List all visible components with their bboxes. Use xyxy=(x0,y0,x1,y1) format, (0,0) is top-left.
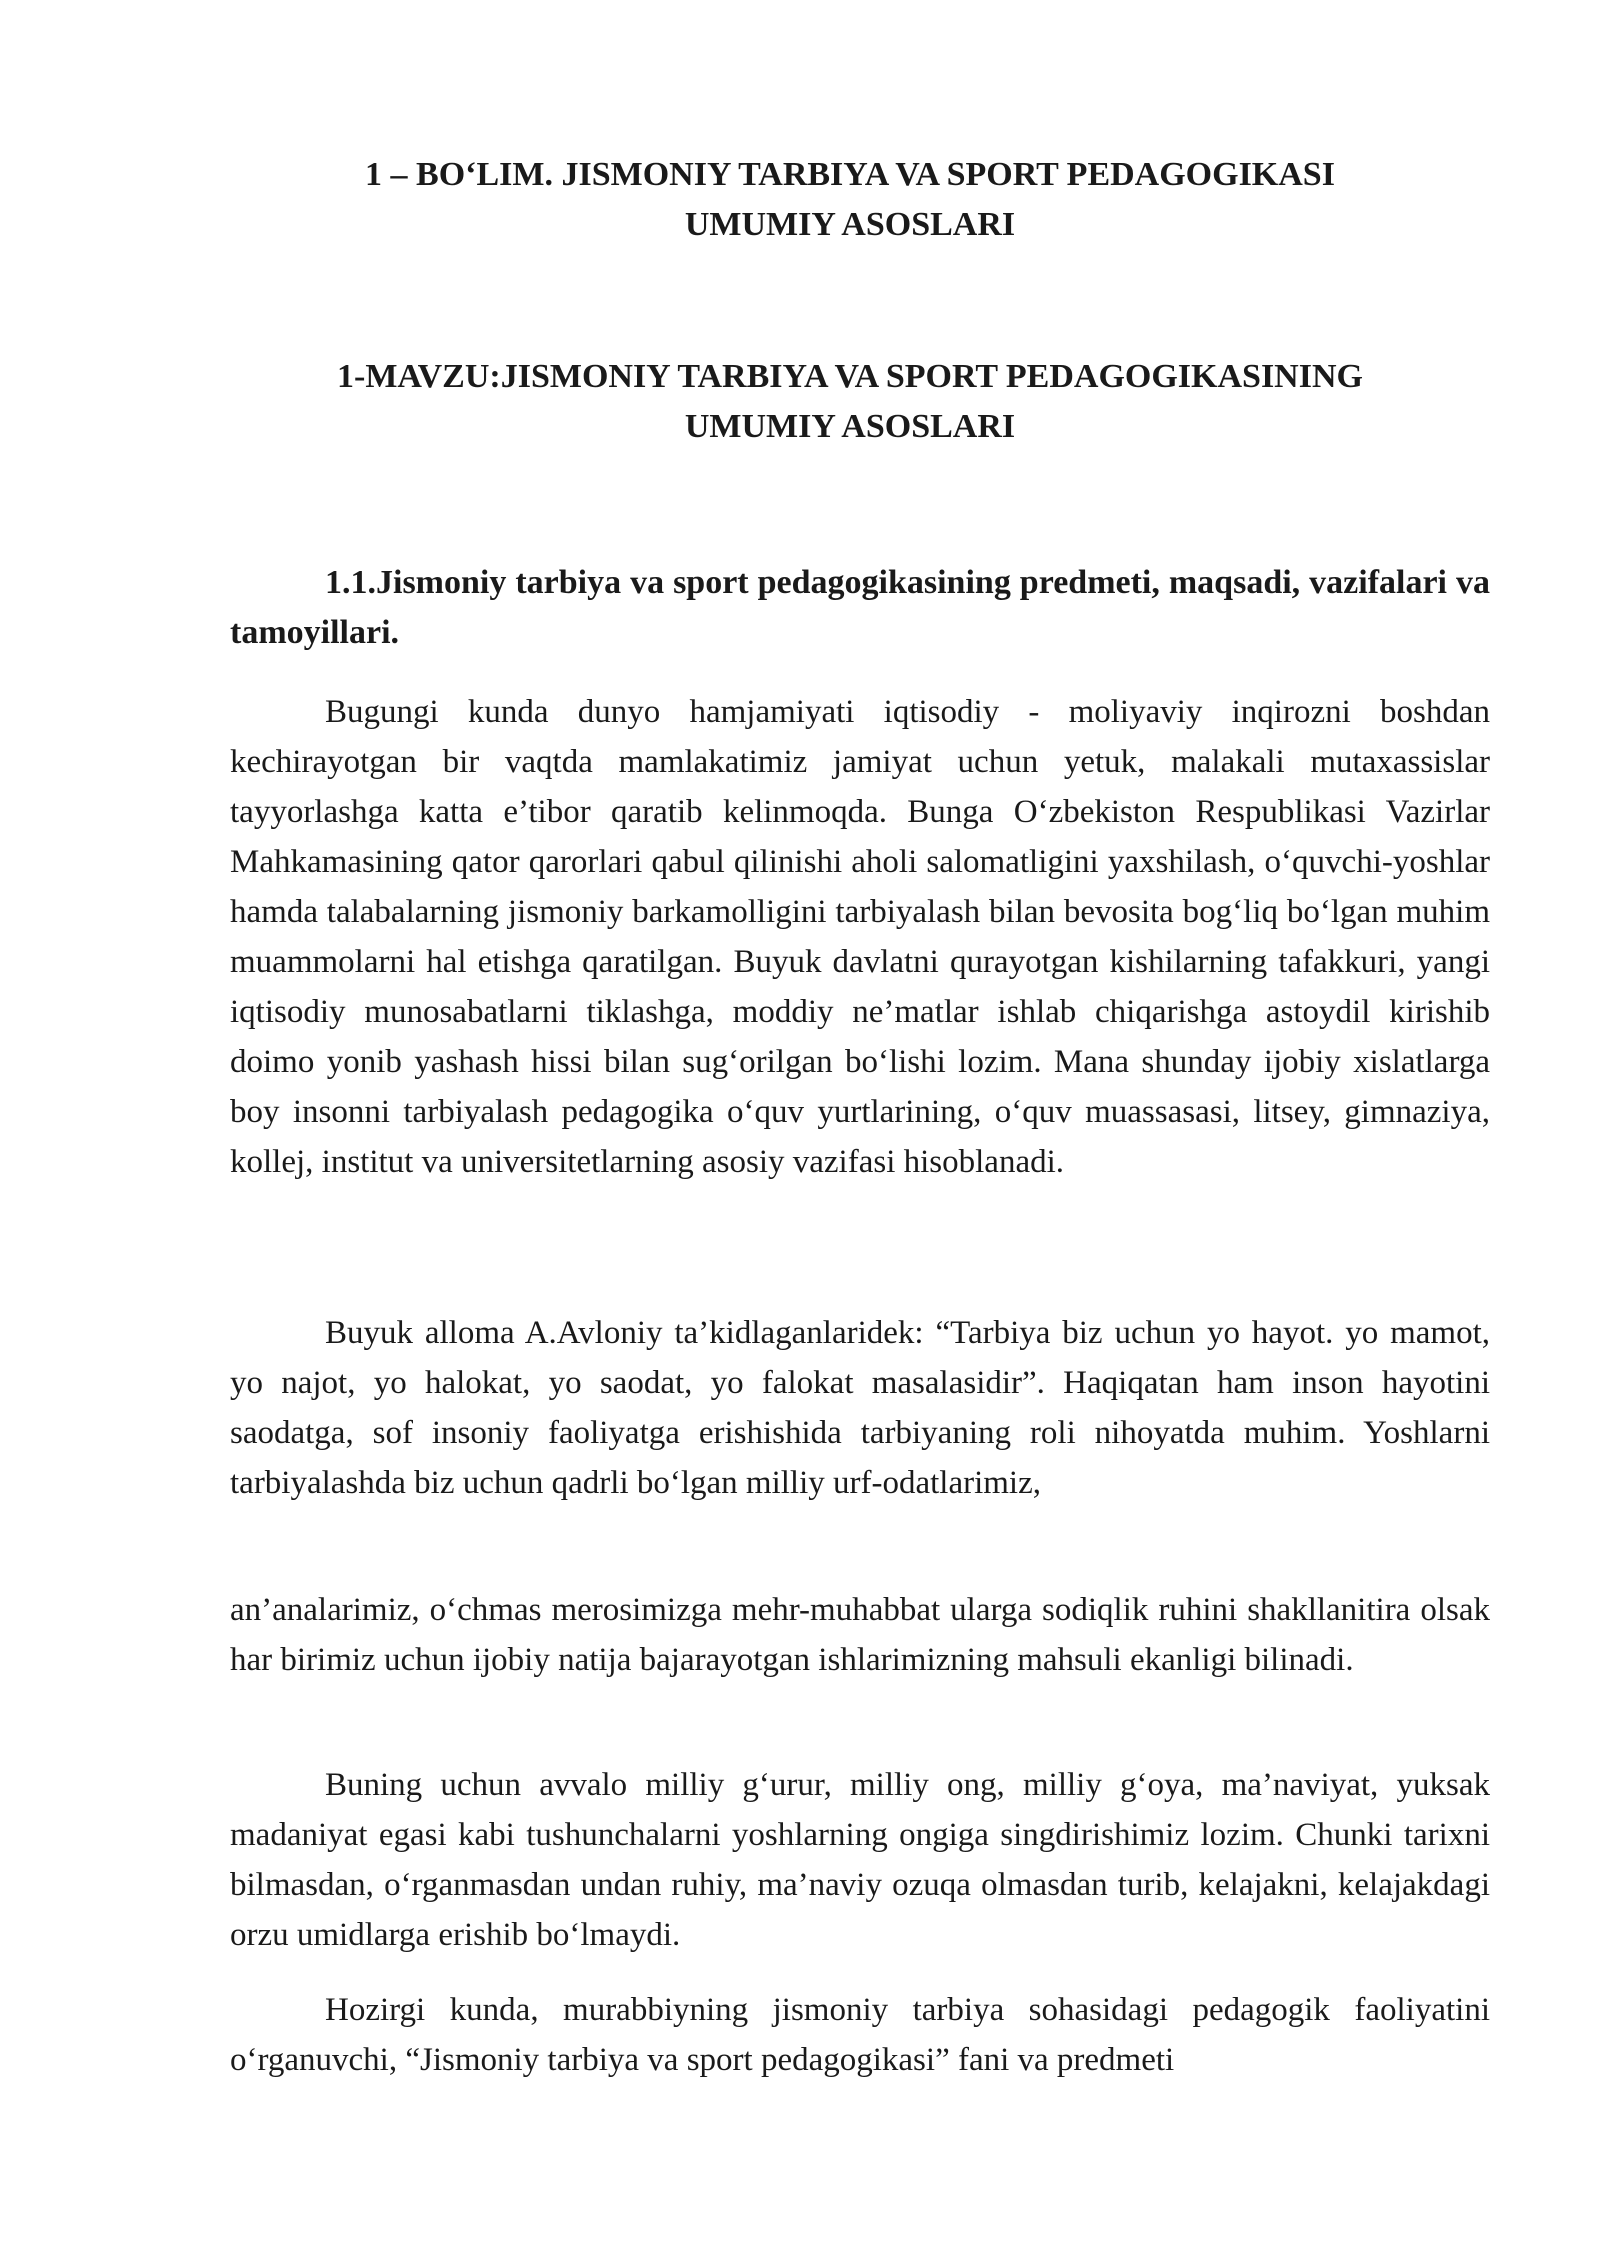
topic-title-line-2: UMUMIY ASOSLARI xyxy=(684,408,1016,445)
part-title-line-2: UMUMIY ASOSLARI xyxy=(684,206,1016,243)
section-title: 1.1.Jismoniy tarbiya va sport pedagogikasining predmeti, maqsadi, vazifalari va tamoyillari. xyxy=(230,564,1490,651)
paragraph: Buyuk alloma A.Avloniy ta’kidlaganlaridek: “Tarbiya biz uchun yo hayot. yo mamot, yo najot, yo halokat, yo saodat, yo falokat masalasidir”. Haqiqatan ham inson hayotini saodatga, sof insoniy faoliyatga erishishida tarbiyaning roli nihoyatda muhim. Yoshlarni tarbiyalashda biz uchun qadrli bo‘lgan milliy urf-odatlarimiz, xyxy=(230,1315,1490,1501)
paragraph: Bugungi kunda dunyo hamjamiyati iqtisodiy - moliyaviy inqirozni boshdan kechirayotgan bir vaqtda mamlakatimiz jamiyat uchun yetuk, malakali mutaxassislar tayyorlashga katta e’tibor qaratib kelinmoqda. Bunga O‘zbekiston Respublikasi Vazirlar Mahkamasining qator qarorlari qabul qilinishi aholi salomatligini yaxshilash, o‘quvchi-yoshlar hamda talabalarning jismoniy barkamolligini tarbiyalash bilan bevosita bog‘liq bo‘lgan muhim muammolarni hal etishga qaratilgan. Buyuk davlatni qurayotgan kishilarning tafakkuri, yangi iqtisodiy munosabatlarni tiklashga, moddiy ne’matlar ishlab chiqarishga astoydil kirishib doimo yonib yashash hissi bilan sug‘orilgan bo‘lishi lozim. Mana shunday ijobiy xislatlarga boy insonni tarbiyalash pedagogika o‘quv yurtlarining, o‘quv muassasasi, litsey, gimnaziya, kollej, institut va universitetlarning asosiy vazifasi hisoblanadi. xyxy=(230,694,1490,1180)
topic-title-line-1: 1-MAVZU:JISMONIY TARBIYA VA SPORT PEDAGOGIKASINING xyxy=(337,358,1363,395)
paragraph: Buning uchun avvalo milliy g‘urur, milliy ong, milliy g‘oya, ma’naviyat, yuksak madaniyat egasi kabi tushunchalarni yoshlarning ongiga singdirishimiz lozim. Chunki tarixni bilmasdan, o‘rganmasdan undan ruhiy, ma’naviy ozuqa olmasdan turib, kelajakni, kelajakdagi orzu umidlarga erishib bo‘lmaydi. xyxy=(230,1767,1490,1953)
paragraph: Hozirgi kunda, murabbiyning jismoniy tarbiya sohasidagi pedagogik faoliyatini o‘rganuvchi, “Jismoniy tarbiya va sport pedagogikasi” fani va predmeti xyxy=(230,1992,1490,2078)
part-title-line-1: 1 – BO‘LIM. JISMONIY TARBIYA VA SPORT PEDAGOGIKASI xyxy=(365,156,1335,193)
paragraph-continued: an’analarimiz, o‘chmas merosimizga mehr-muhabbat ularga sodiqlik ruhini shakllanitira olsak har birimiz uchun ijobiy natija bajarayotgan ishlarimizning mahsuli ekanligi bilinadi. xyxy=(230,1592,1490,1678)
